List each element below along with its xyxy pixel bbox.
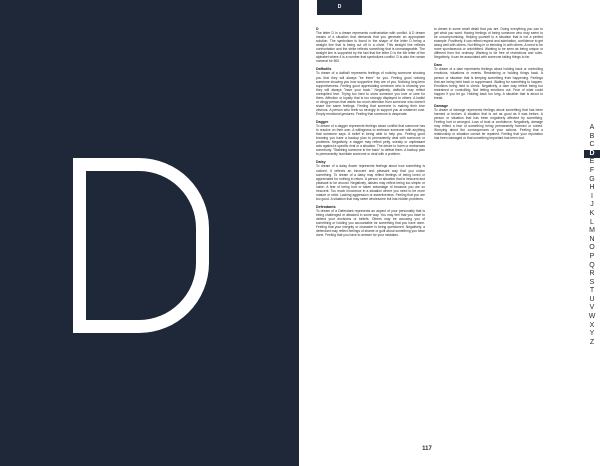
index-letter-g[interactable]: G — [589, 175, 595, 183]
entry-heading: Dam — [434, 63, 442, 68]
index-letter-o[interactable]: O — [589, 244, 595, 252]
index-letter-d[interactable]: D — [584, 150, 600, 159]
section-header-tab: D — [317, 0, 362, 15]
index-letter-m[interactable]: M — [589, 227, 595, 235]
entry-heading: Daffodils — [316, 67, 332, 72]
entry-heading: Damage — [434, 103, 448, 108]
index-letter-p[interactable]: P — [589, 252, 595, 260]
index-letter-q[interactable]: Q — [589, 261, 595, 269]
index-letter-s[interactable]: S — [589, 278, 595, 286]
index-letter-l[interactable]: L — [590, 218, 594, 226]
index-letter-n[interactable]: N — [589, 235, 595, 243]
letter-bowl — [73, 158, 209, 333]
entry-body: To dream of a daffodil represents feelings of noticing someone showing you that they will always "be there" for you. Feeling good noticing someone showing you how supportive they are of you. Noticing long-term supportiveness. Feeling good appreciating someone who is showing you they will always "have your back." Negatively, daffodils may reflect unrequited love. Trying too hard to show someone you love or care for them. Affection or loyalty that is too strongly displayed to others. A lustful or clingy person that wants too much attention from someone who doesn't share the same feelings. Feeling that someone is making their love obvious. A person who feels so strongly to support you at whatever cost. Empty emotional gestures. Feeling that someone is desperate. — [316, 71, 425, 116]
index-letter-c[interactable]: C — [589, 141, 595, 149]
entry-body: To dream of a dam represents feelings about holding back or controlling emotions, situations or events. Restraining or holding things back. A person or situation that is keeping something from happening. Feelings that are being held back or suppressed. Waiting for something to happen. Emotions being held in check. Negatively, a dam may reflect being too restrained or controlling. Not letting emotions out. Fear of what could happen if you let go. Holding back too long. A situation that is about to break. — [434, 67, 543, 100]
entry-body: to dream in some small detail that you are. Doing everything you can to get what you want. Having feelings of being someone who may seem to be uncompromising. Helping yourself to a situation that is not a perfect example. Positively, it can reflect respect and admiration, confidence to get along well with others. Not fitting in or blending in with others. A need to be more spontaneous or uninhibited. Wanting to be seen as being unique or different from the ordinary. Wanting to be free of restrictions and rules. Negatively, it can be associated with someone taking things to far. — [434, 27, 543, 60]
entry-body: To dream of a daisy flower represents feelings about how something is noticed. It reflects an innocent and pleasant way that you notice something. To dream of a daisy may reflect feelings of being loved or appreciated for nothing in return. A person or situation that is innocent and pleasant to be around. Negatively, daisies may reflect being too simple or naive. A fear of being hurt or taken advantage of because you are so innocent. Too much innocence in a situation where you need to be more mature or strict. Lacking aggression or assertiveness. Feeling that you are too good. A situation that may seem wholesome but has hidden problems. — [316, 164, 425, 201]
letter-panel — [0, 0, 299, 466]
index-letter-k[interactable]: K — [589, 209, 595, 217]
entry-body: To dream of a Defendant represents an aspect of your personality that is being challenged or attacked in some way. You may feel that you have to defend your decisions or beliefs. Others may be accusing you of something or holding you accountable for something that you have done. Feeling that your integrity or character is being questioned. Negatively, a defendant may reflect feelings of shame or guilt about something you have done. Feeling that you have to answer for your mistakes. — [316, 208, 425, 238]
entry-heading: Defendants — [316, 204, 336, 209]
index-letter-w[interactable]: W — [588, 313, 596, 321]
index-letter-f[interactable]: F — [589, 166, 595, 174]
text-column-right — [434, 27, 543, 455]
big-letter-d-glyph — [73, 158, 209, 333]
page-number: 117 — [422, 446, 432, 452]
index-letter-a[interactable]: A — [589, 124, 595, 131]
entry-body: To dream of a dagger represents feelings about conflict that someone has to resolve on their own. A willingness to embrace someone with anything that someone says. A belief in being able to help you. Feeling good knowing you have a backup plan to permanently deal with someone or problems. Negatively, a dagger may reflect petty, sneaky or unpleasant acts against a specific rival or a situation. The desire to harm or embarrass somebody. "Stabbing someone in the back" to defeat them. A backup plan to permanently humiliate someone or deal with a problem. — [316, 124, 425, 157]
index-letter-y[interactable]: Y — [589, 330, 595, 338]
index-letter-e[interactable]: E — [589, 158, 595, 166]
index-letter-z[interactable]: Z — [589, 338, 595, 346]
index-letter-h[interactable]: H — [589, 184, 595, 192]
entry-body: To dream of damage represents feelings about something that has been harmed or broken. A situation that is not as good as it was before. A person or situation that has been negatively affected by something. Feeling hurt or wronged. Loss of trust or confidence. Negatively, damage may reflect a fear of something being permanently harmed or ruined. Worrying about the consequences of your actions. Feeling that a relationship or situation cannot be repaired. Feeling that your reputation has been damaged or that something important has been lost. — [434, 107, 543, 141]
index-letter-u[interactable]: U — [589, 295, 595, 303]
index-letter-t[interactable]: T — [589, 287, 595, 295]
index-letter-i[interactable]: I — [591, 192, 593, 200]
entry-heading: Dagger — [316, 119, 329, 124]
entry-heading: Daisy — [316, 160, 326, 165]
index-letter-j[interactable]: J — [590, 201, 594, 209]
entry-heading: D — [316, 27, 319, 31]
text-column-left — [316, 27, 425, 455]
alphabet-index — [584, 124, 600, 347]
index-letter-r[interactable]: R — [589, 270, 595, 278]
index-letter-x[interactable]: X — [589, 321, 595, 329]
index-letter-b[interactable]: B — [589, 132, 595, 140]
entry-body: The letter D in a dream represents confrontation with conflict. A D dream means of a situation that demands that you generate an appropriate solution. The symbolism is found in the shape of the letter D being a straight line that is being cut off in a circle. This straight line reflects confrontation and the strike reflects something that is unmanageable. The straight line is supported by the fact that the letter D is the 4th letter of the alphabet where 4 is a number that symbolizes conflict. D is also the roman numeral for 500. — [316, 31, 425, 64]
index-letter-v[interactable]: V — [589, 304, 595, 312]
